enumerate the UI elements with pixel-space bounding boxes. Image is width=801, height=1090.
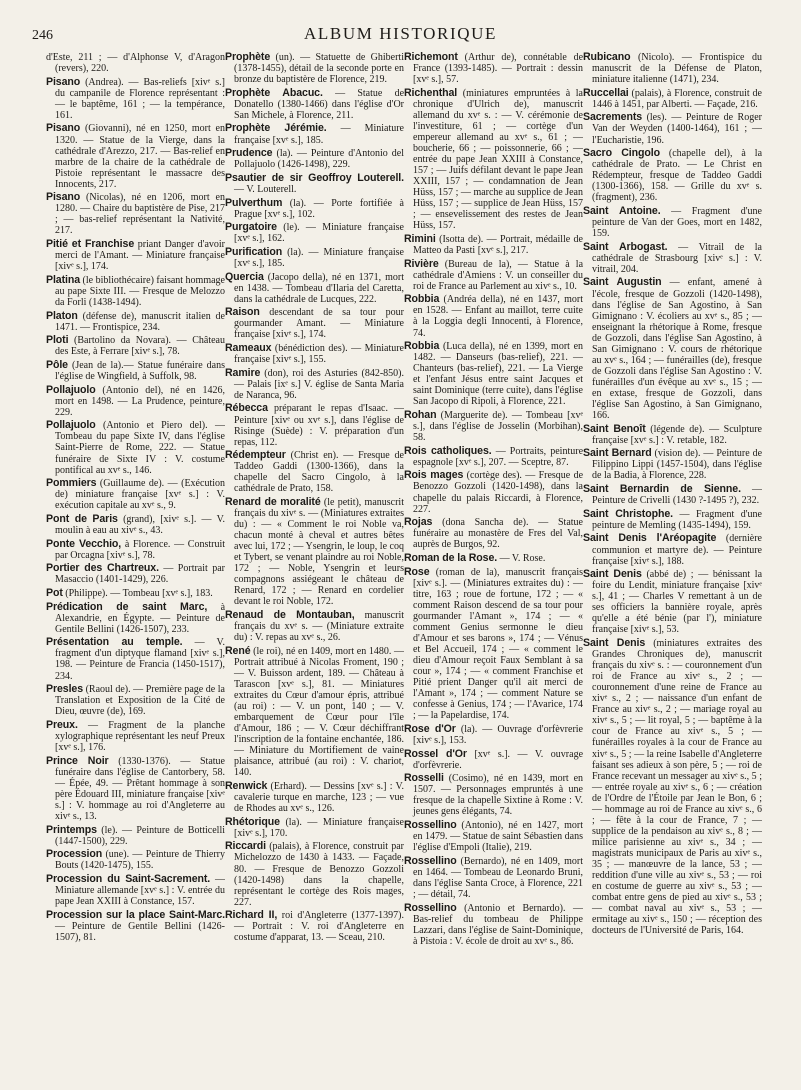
entry-term: Rohan — [404, 409, 437, 422]
entry-term: Rossellino — [404, 819, 457, 831]
entry-term: Saint Denis — [583, 637, 646, 650]
entry-text: (cortège des). — Fresque de Benozzo Gozzoli (1420-1498), dans la chapelle du palais Riccardi, à Florence, 227. — [413, 470, 583, 515]
entry-text: — Fragment d'une peinture de Van der Goes, mort en 1482, 159. — [592, 205, 762, 240]
entry-text: (Philippe). — Tombeau [xvᵉ s.], 183. — [65, 588, 213, 600]
index-entry — [583, 448, 762, 481]
entry-text: (Christ en). — Fresque de Taddeo Gaddi (1300-1366), dans la chapelle del Sacro Cingolo, à la cathédrale de Prato, 158. — [234, 450, 404, 495]
index-entry — [404, 773, 583, 817]
index-entry — [404, 903, 583, 947]
index-entry — [404, 410, 583, 443]
index-entry — [46, 311, 225, 333]
entry-text: (Erhard). — Dessins [xvᵉ s.] : V. cavalerie turque en marche, 123 ; — vue de Rhodes au xvᵉ s., 126. — [234, 781, 404, 815]
entry-text: (dona Sancha de). — Statue funéraire au monastère de Fres del Val, auprès de Burgos, 92. — [413, 517, 583, 551]
entry-text: (Andréa della), né en 1437, mort en 1528. — Enfant au maillot, terre cuite à la Loggia degli Innocenti, à Florence, 74. — [413, 294, 583, 339]
entry-text: (défense de), manuscrit italien de 1471. — Frontispice, 234. — [55, 310, 225, 333]
entry-text: — V. Louterell. — [234, 183, 297, 195]
entry-text: (Antonio del), né en 1426, mort en 1498. — La Prudence, peinture, 229. — [55, 384, 225, 418]
entry-text: (Jean de la).— Statue funéraire dans l'église de Wingfield, à Suffolk, 98. — [55, 359, 225, 383]
entry-term: Rivière — [404, 257, 439, 270]
index-entry — [46, 637, 225, 681]
index-entry — [225, 272, 404, 305]
index-entry — [404, 517, 583, 550]
index-entry — [404, 341, 583, 407]
entry-term: Rébecca — [225, 402, 268, 415]
entry-text: — Peinture de Crivelli (1430 ?-1495 ?), 232. — [592, 484, 762, 507]
entry-term: Procession — [46, 848, 103, 861]
index-entry — [583, 569, 762, 635]
entry-term: Platina — [46, 273, 81, 286]
entry-text: (Luca della), né en 1399, mort en 1482. — Danseurs (bas-relief), 221. — Chanteurs (bas-relief), 221. — La Vierge et l'enfant Jésus entre saint Jacques et saint Dominique (terre cuite), dans l'église San Jacopo di Ripoli, à Florence, 221. — [413, 341, 583, 408]
entry-term: Rosselli — [404, 772, 444, 785]
entry-text: (don), roi des Asturies (842-850). — Palais [ixᵉ s.] V. église de Santa Maria de Naranca, 96. — [234, 367, 404, 401]
index-entry — [225, 198, 404, 220]
entry-text: d'Este, 211 ; — d'Alphonse V, d'Aragon (revers), 220. — [46, 52, 225, 75]
entry-term: Rois mages — [404, 469, 464, 482]
entry-text: (Antonio), né en 1427, mort en 1479. — Statue de saint Sébastien dans l'église d'Empoli (Italie), 219. — [413, 820, 583, 854]
entry-term: Rameaux — [225, 342, 272, 355]
entry-term: Ramire — [225, 366, 261, 379]
entry-term: Procession du Saint-Sacrement. — [46, 872, 211, 885]
index-entry — [225, 817, 404, 839]
entry-term: Rossellino — [404, 854, 457, 867]
index-entry — [225, 497, 404, 607]
entry-text: (la). — Miniature française [xivᵉ s.], 170. — [234, 816, 404, 839]
entry-text: manuscrit français du xvᵉ s. — (Miniature extraite du) : V. repas au xvᵉ s., 26. — [234, 610, 404, 644]
entry-text: (la). — Porte fortifiée à Prague [xvᵉ s.], 102. — [234, 197, 404, 220]
entry-term: Pont de Paris — [46, 512, 118, 525]
entry-term: Prophète — [225, 52, 271, 63]
index-entry — [404, 567, 583, 722]
entry-term: Pisano — [46, 75, 81, 88]
entry-text: — enfant, amené à l'école, fresque de Gozzoli (1420-1498), dans l'église de San Agostino, à San Gimignano : V. écoliers au xvᵉ s., 85 ; — enseignant la rhétorique à Rome, fresque de Gozzoli, dans l'église San Agostino, à San Gimignano : V. cours de rhétorique au xvᵉ s., 164 ; — funérailles (de), fresque de Gozzoli dans l'église San Agostino : V. funérailles d'un évêque au xvᵉ s., 15 ; — en extase, fresque de Gozzoli, dans l'église San Agostino, à San Gimignano, 166. — [592, 277, 762, 422]
index-entry — [46, 588, 225, 599]
index-entry — [583, 88, 762, 110]
entry-text: (chapelle del), à la cathédrale de Prato. — Le Christ en Rédempteur, fresque de Taddeo Gaddi (1300-1366), 158. — Grille du xvᵉ s. (fragment), 236. — [592, 148, 762, 204]
entry-term: Ploti — [46, 334, 69, 347]
entry-text: — V. Rose. — [499, 552, 546, 564]
entry-term: Presles — [46, 683, 83, 696]
entry-term: Prédication de saint Marc, — [46, 600, 208, 613]
entry-text: (Giovanni), né en 1250, mort en 1320. — Statue de la Vierge, dans la cathédrale d'Arezzo, 217. — Bas-relief en marbre de la chaire de la cathédrale de Pistoie représentant le massacre des Innocents, 217. — [55, 123, 225, 190]
entry-text: (le). — Miniature française [xvᵉ s.], 162. — [234, 222, 404, 245]
index-entry — [583, 242, 762, 275]
entry-term: Saint Denis — [583, 568, 642, 581]
entry-term: Renaud de Montauban, — [225, 609, 355, 622]
index-entry — [583, 206, 762, 239]
column-2 — [225, 52, 404, 1084]
entry-term: Renard de moralité — [225, 496, 321, 509]
index-entry — [583, 424, 762, 446]
entry-text: (une). — Peinture de Thierry Bouts (1420-1475), 155. — [55, 849, 225, 872]
column-3 — [404, 52, 583, 1084]
entry-term: Rubicano — [583, 52, 631, 63]
entry-text: (Bartolino da Novara). — Château des Este, à Ferrare [xivᵉ s.], 78. — [55, 335, 225, 358]
entry-text: descendant de sa tour pour gourmander Amant. — Miniature française [xivᵉ s.], 174. — [234, 307, 404, 341]
entry-term: Renwick — [225, 780, 268, 792]
index-entry — [225, 247, 404, 269]
entry-term: Procession sur la place Saint-Marc. — [46, 908, 225, 921]
index-entry — [225, 610, 404, 643]
entry-term: Psautier de sir Geoffroy Louterell. — [225, 171, 404, 184]
entry-text: (Andrea). — Bas-reliefs [xivᵉ s.] du campanile de Florence représentant : — le baptême, 161 ; — la tempérance, 161. — [55, 76, 225, 121]
page-header — [27, 8, 774, 48]
entry-term: Saint Bernardin de Sienne. — [583, 483, 741, 496]
entry-term: Riccardi — [225, 840, 267, 853]
index-entry — [46, 720, 225, 753]
running-title: ALBUM HISTORIQUE — [304, 24, 497, 43]
index-entry — [46, 874, 225, 907]
index-entry — [225, 52, 404, 85]
entry-term: Sacro Cingolo — [583, 147, 660, 160]
index-entry — [225, 173, 404, 195]
index-entry — [404, 749, 583, 771]
entry-text: — V. fragment d'un diptyque flamand [xivᵉ s.], 198. — Peinture de Francia (1450-1517), 234. — [55, 637, 225, 682]
entry-text: (vision de). — Peinture de Filippino Lippi (1457-1504), dans l'église de la Badia, à Florence, 228. — [592, 448, 762, 482]
index-entry — [46, 756, 225, 822]
entry-term: René — [225, 644, 251, 657]
index-entry — [46, 239, 225, 272]
entry-term: Pollajuolo — [46, 419, 96, 432]
entry-text: (la). — Miniature française [xvᵉ s.], 185. — [234, 246, 404, 269]
index-entry — [225, 841, 404, 907]
entry-text: (abbé de) ; — bénissant la foire du Lendit, miniature française [xivᵉ s.], 41 ; — Charles V remettant à un de ses officiers la bannière royale, après qu'elle a été bénie (par l'), miniature française [xivᵉ s.], 53. — [592, 569, 762, 636]
entry-term: Rojas — [404, 516, 433, 529]
entry-term: Saint Christophe. — [583, 507, 673, 520]
index-entry — [46, 910, 225, 943]
index-entry — [225, 88, 404, 121]
page-number: 246 — [32, 28, 53, 43]
index-entry — [225, 368, 404, 401]
entry-term: Rhétorique — [225, 815, 280, 828]
entry-text: priant Danger d'avoir merci de l'Amant. — Miniature française [xivᵉ s.], 174. — [55, 239, 225, 273]
entry-term: Portier des Chartreux. — [46, 562, 159, 575]
index-entry — [225, 307, 404, 340]
entry-text: (roman de la), manuscrit français [xivᵉ s.]. — (Miniatures extraites du) : — titre, 163 ; roue de fortune, 172 ; — « comment Raison descend de sa tour pour gourmander l'Amant », 174 ; — « comment Genius sermonne le dieu d'Amour et ses barons », 174 ; — Vénus et Bel Accueil, 174 ; — « comment le dieu d'Amour reçoit Faux Semblant à sa cour », 174 ; — « comment Franchise et Pitié prient Danger qu'il ait merci de l'Amant », 174 ; — comment Nature se confesse à Genius, 174 ; — l'Avarice, 174 ; — la Papelardise, 174. — [413, 566, 583, 722]
entry-text: (Nicolo). — Frontispice du manuscrit de la Défense de Platon, miniature italienne (1471), 234. — [592, 52, 762, 86]
entry-text: (la). — Peinture d'Antonio del Pollajuolo (1426-1498), 229. — [234, 148, 404, 171]
entry-term: Robbia — [404, 293, 440, 306]
index-entry — [583, 638, 762, 936]
entry-text: préparant le repas d'Isaac. — Peinture [xivᵉ ou xvᵉ s.], dans l'église de Risinge (Suède) : V. préparation d'un repas, 112. — [234, 403, 404, 448]
index-entry — [225, 781, 404, 814]
entry-term: Saint Denis l'Aréopagite — [583, 532, 717, 545]
index-entry — [583, 112, 762, 145]
entry-term: Raison — [225, 306, 260, 319]
entry-term: Purgatoire — [225, 221, 277, 234]
index-entry — [404, 856, 583, 900]
entry-term: Pollajuolo — [46, 383, 96, 396]
entry-text: (palais), à Florence, construit de 1446 à 1451, par Alberti. — Façade, 216. — [592, 87, 762, 110]
entry-term: Prince Noir — [46, 754, 109, 767]
index-entry — [225, 403, 404, 447]
index-entry — [583, 533, 762, 566]
entry-term: Saint Augustin — [583, 276, 662, 289]
index-entry — [404, 553, 583, 564]
entry-term: Pisano — [46, 191, 81, 204]
entry-term: Rose d'Or — [404, 722, 456, 735]
entry-text: (Antonio et Piero del). — Tombeau du pape Sixte IV, dans l'église Saint-Pierre de Rome, 222. — Statue funéraire de Sixte IV : V. costume pontifical au xvᵉ s., 146. — [55, 420, 225, 476]
entry-text: (grand), [xivᵉ s.]. — V. moulin à eau au xivᵉ s., 43. — [55, 513, 225, 536]
entry-text: (Guillaume de). — (Exécution de) miniature française [xvᵉ s.] : V. exécution capitale au xvᵉ s., 9. — [55, 478, 225, 512]
index-entry — [404, 294, 583, 338]
entry-text: (Bureau de la), — Statue à la cathédrale d'Amiens : V. un conseiller du roi de France au Parlement au xivᵉ s., 10. — [413, 258, 583, 292]
entry-text: — Fragment d'une peinture de Memling (1435-1494), 159. — [592, 508, 762, 531]
index-entry — [46, 478, 225, 511]
entry-term: Pulverthum — [225, 196, 283, 209]
index-entry — [404, 724, 583, 746]
entry-term: Rimini — [404, 232, 436, 245]
index-entry — [225, 450, 404, 494]
entry-term: Rose — [404, 565, 430, 578]
index-entry — [225, 123, 404, 145]
entry-text: — Miniature française [xvᵉ s.], 185. — [234, 123, 404, 146]
entry-text: (Bernardo), né en 1409, mort en 1464. — Tombeau de Leonardo Bruni, dans l'église Santa Croce, à Florence, 221 ; — détail, 74. — [413, 855, 583, 900]
entry-term: Prophète Jérémie. — [225, 122, 327, 135]
entry-text: — Portraits, peinture espagnole [xvᵉ s.], 207. — Sceptre, 87. — [413, 445, 583, 468]
index-entry — [46, 360, 225, 382]
entry-text: (Marguerite de). — Tombeau [xvᵉ s.], dans l'église de Josselin (Morbihan), 58. — [413, 410, 583, 444]
entry-text: (Cosimo), né en 1439, mort en 1507. — Personnages empruntés à une fresque de la chapelle Sixtine à Rome : V. jeunes gens élégants, 74. — [413, 773, 583, 818]
index-entry — [46, 385, 225, 418]
entry-text: (Isotta de). — Portrait, médaille de Matteo da Pasti [xvᵉ s.], 217. — [413, 233, 583, 256]
index-entry — [404, 820, 583, 853]
entry-text: — Statue de Donatello (1380-1466) dans l'église d'Or San Michele, à Florence, 211. — [234, 87, 404, 121]
entry-term: Saint Benoît — [583, 422, 646, 435]
index-entry — [583, 52, 762, 85]
index-entry — [225, 148, 404, 170]
entry-term: Preux. — [46, 718, 78, 731]
entry-term: Saint Arbogast. — [583, 240, 668, 253]
index-entry — [404, 259, 583, 292]
entry-text: (les). — Peinture de Roger Van der Weyden (1400-1464), 161 ; — l'Eucharistie, 196. — [592, 112, 762, 146]
entry-text: (Nicolas), né en 1206, mort en 1280. — Chaire du baptistère de Pise, 217 ; — bas-relief représentant la Nativité, 217. — [55, 192, 225, 237]
entry-term: Présentation au temple. — [46, 636, 183, 649]
entry-term: Ruccellai — [583, 86, 629, 99]
entry-term: Richemont — [404, 52, 458, 63]
index-entry — [46, 335, 225, 357]
entry-text: (Jacopo della), né en 1371, mort en 1438. — Tombeau d'Ilaria del Caretta, dans la cathédrale de Lucques, 222. — [234, 271, 404, 305]
index-entry — [46, 52, 225, 74]
index-entry — [404, 446, 583, 468]
column-4 — [583, 52, 762, 1084]
index-entry — [225, 646, 404, 779]
entry-text: — Vitrail de la cathédrale de Strasbourg [xivᵉ s.] : V. vitrail, 204. — [592, 241, 762, 275]
index-entry — [46, 192, 225, 236]
entry-text: — Portrait par Masaccio (1401-1429), 226. — [55, 563, 225, 586]
entry-text: (le roi), né en 1409, mort en 1480. — Portrait attribué à Nicolas Froment, 190 ; — V. Buisson ardent, 189. — Château à Tarascon [xvᵉ s.], 81. — Miniatures extraites du Cœur d'amour épris, attribué (au roi) : — V. un pont, 140 ; — V. embarquement de Cœur pour l'île d'Amour, 186 ; — V. Cœur déchiffrant l'inscription de la fontaine enchantée, 186. — Miniature du Mortifiement de vaine plaisance, attribué (au roi) : V. chariot, 140. — [234, 645, 404, 779]
entry-text: (miniatures empruntées à la chronique d'Ulrich de), manuscrit allemand du xvᵉ s. : — V. cérémonie de l'investiture, 61 ; — cortège d'un empereur allemand au xvᵉ s., 61 ; — boucherie, 66 ; — poissonnerie, 66 ; — entrée du pape Jean XXIII à Constance, 157 ; — Juifs défilant devant le pape Jean XXIII, 157 ; — condamnation de Jean Hüss, 157 ; — marche au supplice de Jean Hüss, 157 ; — supplice de Jean Hüss, 157 ; — ensevelissement des restes de Jean Hüss, 157. — [413, 87, 583, 232]
entry-term: Pisano — [46, 122, 81, 135]
entry-text: (Raoul de). — Première page de la Translation et Exposition de la Cité de Dieu, œuvre (de), 169. — [55, 684, 225, 718]
index-entry — [583, 509, 762, 531]
entry-text: roi d'Angleterre (1377-1397).— Portrait : V. roi d'Angleterre en costume d'apparat, 13. — Sceau, 210. — [234, 910, 404, 944]
entry-text: (la). — Ouvrage d'orfèvrerie [xivᵉ s.], 153. — [413, 723, 583, 746]
column-1 — [46, 52, 225, 1084]
index-entry — [46, 602, 225, 635]
entry-term: Rois catholiques. — [404, 444, 492, 457]
entry-term: Roman de la Rose. — [404, 551, 498, 564]
entry-text: (Arthur de), connétable de France (1393-1485). — Portrait : dessin [xvᵉ s.], 57. — [413, 52, 583, 86]
index-entry — [46, 514, 225, 536]
index-entry — [583, 484, 762, 506]
entry-text: (palais), à Florence, construit par Michelozzo de 1430 à 1433. — Façade, 80. — Fresque de Benozzo Gozzoli (1420-1498) dans la chapelle, représentant le cortège des Rois mages, 227. — [234, 841, 404, 908]
entry-text: (Antonio et Bernardo). — Bas-relief du tombeau de Philippe Lazzari, dans l'église de Saint-Dominique, à Pistoia : V. école de droit au xvᵉ s., 86. — [413, 902, 583, 947]
entry-term: Printemps — [46, 823, 97, 836]
entry-text: (bénédiction des). — Miniature française [xivᵉ s.], 155. — [234, 343, 404, 366]
entry-text: (miniatures extraites des Grandes Chroniques de), manuscrit français du xivᵉ s. : — couronnement d'un roi de France au xivᵉ s., 2 ; — couronnement d'une reine de France au xivᵉ s., 2 ; — naissance d'un enfant de France au xivᵉ s., 2 ; — mariage royal au xivᵉ s., 5 ; — lit royal, 5 ; — baptême à la cour de France au xivᵉ s., 5 ; — funérailles royales à la cour de France au xivᵉ s., 5 ; — la reine Isabelle d'Angleterre faisant ses adieux à son père, 5 ; — roi de France recevant un messager au xivᵉ s., 5 ; — entrée royale au xivᵉ s., 6 ; — création de l'Ordre de l'Étoile par Jean le Bon, 6 ; — hommage au roi de France au xivᵉ s., 6 ; — fête à la cour de France, 7 ; — supplice de la pendaison au xivᵉ s., 8 ; — milice parisienne au xivᵉ s., 34 ; — magistrats municipaux de Paris au xivᵉ s., 35 ; — manœuvre de la lance, 53 ; — reddition d'une ville au xivᵉ s., 53 ; — roi en costume de guerre au xivᵉ s., 53 ; — combat entre gens de pied au xivᵉ s., 53 ; — combat naval au xivᵉ s., 53 ; — ermitage au xivᵉ s., 150 ; — réception des docteurs de l'Université de Paris, 164. — [592, 638, 762, 937]
index-entry — [225, 222, 404, 244]
entry-term: Sacrements — [583, 111, 643, 124]
index-entry — [46, 849, 225, 871]
entry-text: à Alexandrie, en Égypte. — Peinture de Gentile Bellini (1426-1507), 233. — [55, 601, 225, 635]
entry-term: Pitié et Franchise — [46, 238, 135, 251]
entry-term: Rossellino — [404, 901, 457, 914]
entry-text: (le petit), manuscrit français du xivᵉ s. — (Miniatures extraites du) : — « Comment le roi Noble va, chacun monté à cheval et autres bêtes avec lui, 172 ; — Ysengrin, le loup, le coq et Tybert, se venant plaindre au roi Noble, 172 ; — Noble, Ysengrin et leurs compagnons assiégeant le château de Renard, 172 ; — Renard en cordelier devant le roi Noble, 172. — [234, 497, 404, 608]
entry-text: — Fragment de la planche xylographique représentant les neuf Preux [xvᵉ s.], 176. — [55, 719, 225, 753]
index-entry — [404, 470, 583, 514]
index-entry — [583, 277, 762, 421]
entry-term: Prudence — [225, 147, 273, 160]
entry-term: Robbia — [404, 340, 440, 353]
entry-text: (le). — Peinture de Botticelli (1447-1500), 229. — [55, 824, 225, 847]
index-entry — [46, 684, 225, 717]
entry-text: (le bibliothécaire) faisant hommage au pape Sixte III. — Fresque de Melozzo da Forli (1438-1494). — [55, 274, 225, 308]
entry-text: [xvᵉ s.]. — V. ouvrage d'orfèvrerie. — [413, 748, 583, 771]
index-columns — [46, 52, 762, 1084]
index-entry — [225, 343, 404, 365]
index-entry — [46, 539, 225, 561]
index-entry — [46, 77, 225, 121]
index-entry — [46, 123, 225, 189]
entry-term: Rédempteur — [225, 449, 286, 462]
entry-term: Pommiers — [46, 477, 97, 490]
index-entry — [46, 825, 225, 847]
entry-term: Purification — [225, 245, 283, 258]
entry-term: Ponte Vecchio, — [46, 537, 122, 550]
index-entry — [404, 52, 583, 85]
index-entry — [404, 88, 583, 232]
entry-text: (un). — Statuette de Ghiberti (1378-1455), détail de la seconde porte en bronze du baptistère de Florence, 219. — [234, 52, 404, 86]
index-entry — [46, 275, 225, 308]
entry-term: Saint Antoine. — [583, 204, 661, 217]
entry-text: à Florence. — Construit par Orcagna [xivᵉ s.], 78. — [55, 538, 225, 561]
entry-term: Richenthal — [404, 86, 458, 99]
entry-text: (dernière communion et martyre de). — Peinture française [xivᵉ s.], 188. — [592, 533, 762, 567]
entry-text: — Miniature allemande [xvᵉ s.] : V. entrée du pape Jean XXIII à Constance, 157. — [55, 873, 225, 907]
entry-term: Quercia — [225, 270, 264, 283]
entry-term: Saint Bernard — [583, 447, 652, 460]
entry-term: Platon — [46, 309, 78, 322]
index-entry — [404, 234, 583, 256]
index-entry — [583, 148, 762, 203]
entry-term: Pot — [46, 587, 63, 600]
entry-term: Pôle — [46, 358, 68, 371]
entry-text: — Peinture de Gentile Bellini (1426-1507), 81. — [55, 920, 225, 943]
entry-text: (1330-1376). — Statue funéraire dans l'église de Cantorbery, 58. — Épée, 49. — Prêtant hommage à son père Édouard III, miniature française [xivᵉ s.] : V. hommage au roi d'Angleterre au xivᵉ s., 13. — [55, 755, 225, 822]
index-entry — [225, 910, 404, 943]
entry-term: Rossel d'Or — [404, 747, 467, 760]
index-entry — [46, 420, 225, 475]
entry-term: Prophète Abacuc. — [225, 86, 323, 99]
entry-text: (légende de). — Sculpture française [xvᵉ s.] : V. retable, 182. — [592, 423, 762, 446]
entry-term: Richard II, — [225, 909, 278, 922]
index-entry — [46, 563, 225, 585]
